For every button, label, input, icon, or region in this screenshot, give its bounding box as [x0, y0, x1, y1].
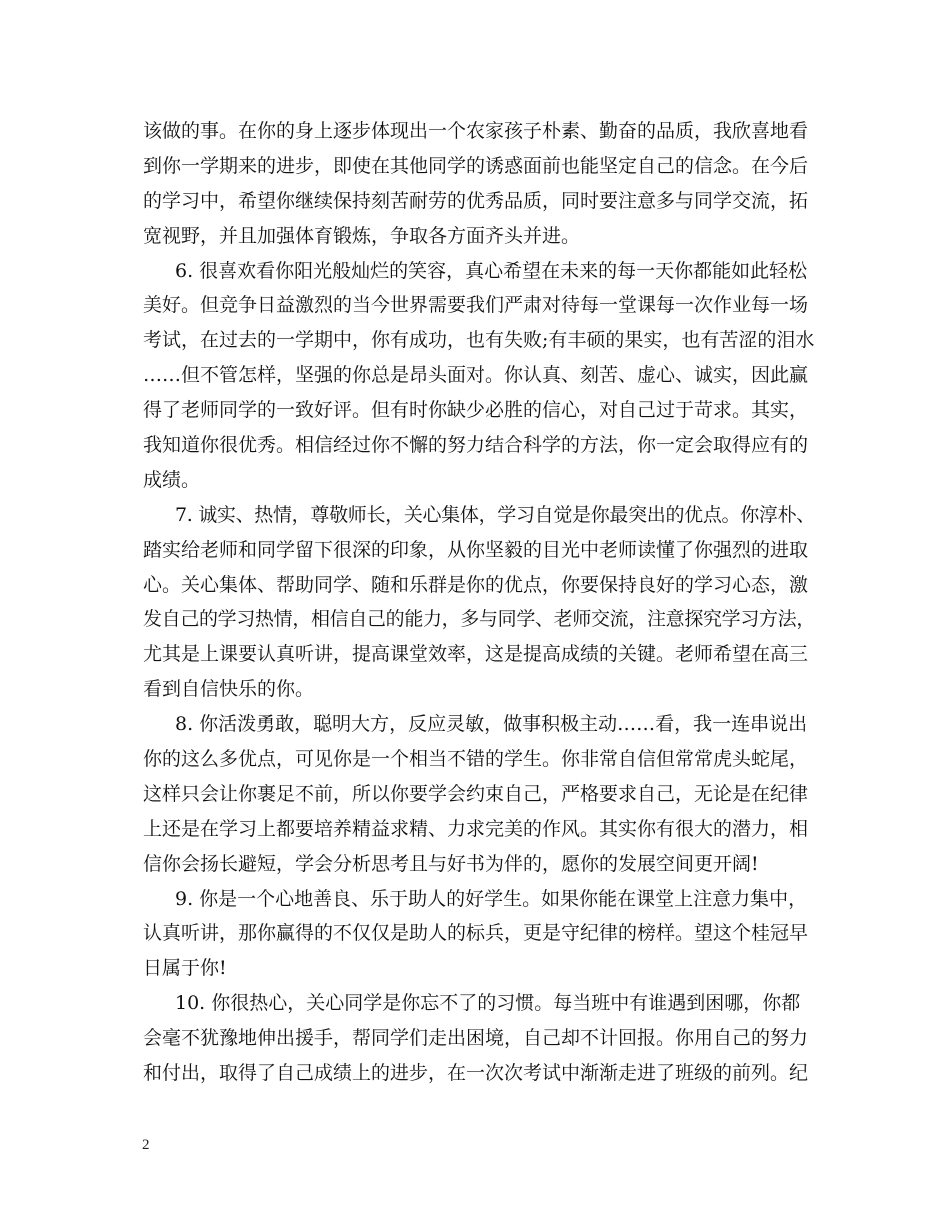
- text-line: 美好。但竞争日益激烈的当今世界需要我们严肃对待每一堂课每一次作业每一场: [143, 294, 809, 317]
- page-number: 2: [142, 1137, 150, 1153]
- text-line: 和付出，取得了自己成绩上的进步，在一次次考试中渐渐走进了班级的前列。纪: [143, 1062, 809, 1085]
- text-line: ……但不管怎样，坚强的你总是昂头面对。你认真、刻苦、虚心、诚实，因此赢: [143, 364, 809, 387]
- text-line: 考试，在过去的一学期中，你有成功，也有失败;有丰硕的果实，也有苦涩的泪水: [143, 329, 815, 352]
- text-line: 上还是在学习上都要培养精益求精、力求完美的作风。其实你有很大的潜力，相: [143, 817, 809, 840]
- text-line: 得了老师同学的一致好评。但有时你缺少必胜的信心，对自己过于苛求。其实，: [143, 399, 809, 422]
- text-line: 信你会扬长避短，学会分析思考且与好书为伴的，愿你的发展空间更开阔!: [143, 852, 759, 875]
- text-line: 6. 很喜欢看你阳光般灿烂的笑容，真心希望在未来的每一天你都能如此轻松: [175, 259, 808, 282]
- text-line: 10. 你很热心，关心同学是你忘不了的习惯。每当班中有谁遇到困哪，你都: [175, 992, 801, 1015]
- text-line: 宽视野，并且加强体育锻炼，争取各方面齐头并进。: [143, 224, 581, 247]
- text-line: 踏实给老师和同学留下很深的印象，从你坚毅的目光中老师读懂了你强烈的进取: [143, 538, 809, 561]
- text-line: 尤其是上课要认真听讲，提高课堂效率，这是提高成绩的关键。老师希望在高三: [143, 643, 809, 666]
- text-line: 会毫不犹豫地伸出援手，帮同学们走出困境，自己却不计回报。你用自己的努力: [143, 1027, 809, 1050]
- text-line: 日属于你!: [143, 957, 227, 980]
- text-line: 8. 你活泼勇敢，聪明大方，反应灵敏，做事积极主动……看，我一连串说出: [175, 713, 808, 736]
- text-line: 认真听讲，那你赢得的不仅仅是助人的标兵，更是守纪律的榜样。望这个桂冠早: [143, 922, 809, 945]
- text-line: 的学习中，希望你继续保持刻苦耐劳的优秀品质，同时要注意多与同学交流，拓: [143, 189, 809, 212]
- text-line: 你的这么多优点，可见你是一个相当不错的学生。你非常自信但常常虎头蛇尾，: [143, 748, 809, 771]
- text-line: 7. 诚实、热情，尊敬师长，关心集体，学习自觉是你最突出的优点。你淳朴、: [175, 503, 815, 526]
- text-line: 我知道你很优秀。相信经过你不懈的努力结合科学的方法，你一定会取得应有的: [143, 434, 809, 457]
- text-line: 9. 你是一个心地善良、乐于助人的好学生。如果你能在课堂上注意力集中，: [175, 887, 808, 910]
- text-line: 心。关心集体、帮助同学、随和乐群是你的优点，你要保持良好的学习心态，激: [143, 573, 809, 596]
- text-line: 到你一学期来的进步，即使在其他同学的诱惑面前也能坚定自己的信念。在今后: [143, 154, 809, 177]
- body-text: [143, 114, 815, 1091]
- text-line: 发自己的学习热情，相信自己的能力，多与同学、老师交流，注意探究学习方法，: [143, 608, 815, 631]
- text-line: 看到自信快乐的你。: [143, 678, 315, 701]
- text-line: 成绩。: [143, 468, 201, 491]
- text-line: 该做的事。在你的身上逐步体现出一个农家孩子朴素、勤奋的品质，我欣喜地看: [143, 120, 809, 142]
- text-line: 这样只会让你裹足不前，所以你要学会约束自己，严格要求自己，无论是在纪律: [143, 782, 809, 805]
